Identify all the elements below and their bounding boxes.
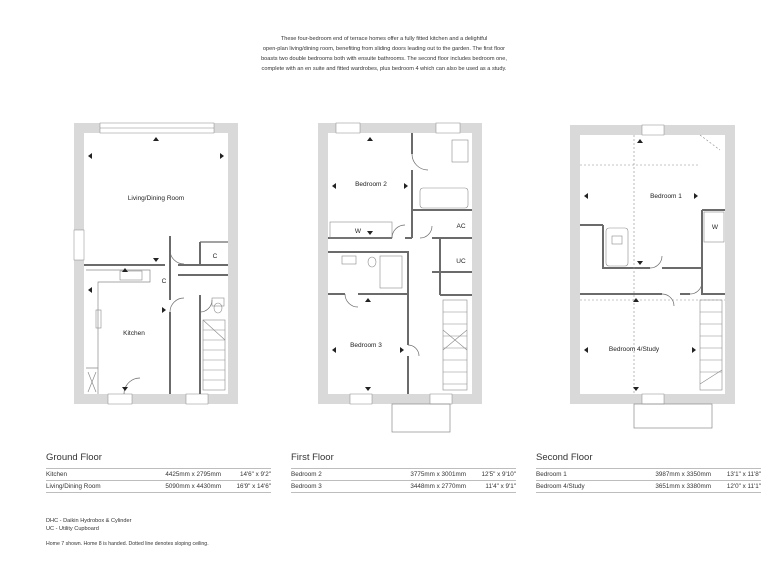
room-label-second-wardrobe: W	[711, 224, 719, 231]
second-outer-wall	[570, 125, 735, 404]
schedule-row	[291, 468, 516, 480]
room-label-bedroom2: Bedroom 2	[355, 181, 387, 188]
footnote: Home 7 shown. Home 8 is handed. Dotted line denotes sloping ceiling.	[46, 541, 209, 547]
schedule-room: Living/Dining Room	[46, 483, 101, 490]
room-label-bedroom3: Bedroom 3	[350, 342, 382, 349]
schedule-title: Second Floor	[536, 452, 593, 463]
schedule-metric: 3775mm x 3001mm	[410, 471, 466, 478]
schedule-imperial: 13'1" x 11'8"	[726, 471, 761, 478]
schedule-imperial: 16'9" x 14'6"	[236, 483, 271, 490]
schedule-title: First Floor	[291, 452, 334, 463]
second-bath	[606, 228, 628, 266]
room-label-kitchen: Kitchen	[123, 330, 145, 337]
schedule-room: Kitchen	[46, 471, 68, 478]
first-window-rear	[336, 123, 360, 133]
room-label-ac: AC	[456, 223, 466, 230]
abbreviation-notes	[46, 517, 132, 533]
second-balcony	[634, 404, 712, 428]
second-window-front	[642, 394, 664, 404]
schedule-room: Bedroom 1	[536, 471, 567, 478]
note-dhc: DHC - Daikin Hydrobox & Cylinder	[46, 518, 132, 524]
room-label-uc: UC	[456, 258, 466, 265]
schedule-metric: 3987mm x 3350mm	[655, 471, 711, 478]
kitchen-sink	[120, 271, 142, 280]
first-window-rear-2	[436, 123, 460, 133]
first-window-front-2	[430, 394, 452, 404]
schedule-imperial: 12'5" x 9'10"	[481, 471, 516, 478]
first-balcony	[392, 404, 450, 432]
first-floor-schedule	[291, 452, 516, 493]
ground-door-swing	[124, 250, 212, 394]
second-door-swing	[650, 256, 702, 306]
ground-window-front-2	[186, 394, 208, 404]
intro-line: boasts two double bedrooms both with ensuite bathrooms. The second floor includes bedroom one,	[261, 56, 507, 62]
note-uc: UC - Utility Cupboard	[46, 526, 99, 532]
first-toilet	[368, 257, 376, 267]
ground-stairs	[203, 320, 225, 390]
schedule-metric: 3651mm x 3380mm	[655, 483, 711, 490]
schedule-metric: 3448mm x 2770mm	[410, 483, 466, 490]
first-partition	[328, 133, 472, 394]
schedule-row	[536, 480, 761, 493]
first-stairs	[443, 300, 467, 390]
intro-line: open-plan living/dining room, benefiting from sliding doors leading out to the garden. The first floor	[262, 46, 506, 52]
second-dimension-marks	[584, 139, 698, 391]
intro-line: These four-bedroom end of terrace homes offer a fully fitted kitchen and a delightful	[280, 36, 488, 42]
sloping-ceiling-line	[580, 135, 725, 394]
schedule-metric: 5090mm x 4430mm	[165, 483, 221, 490]
schedule-imperial: 11'4" x 9'1"	[485, 483, 516, 490]
room-label-bedroom1: Bedroom 1	[650, 193, 682, 200]
first-basin	[342, 256, 356, 264]
first-floor-plan	[318, 123, 482, 432]
room-label-cupboard: C	[212, 253, 218, 260]
first-bath	[420, 188, 468, 208]
room-label-first-wardrobe: W	[354, 228, 362, 235]
ground-window-front	[108, 394, 132, 404]
ground-wc-toilet	[214, 303, 222, 313]
schedule-imperial: 12'0" x 11'1"	[726, 483, 761, 490]
schedule-row	[46, 468, 271, 480]
schedule-imperial: 14'6" x 9'2"	[239, 471, 271, 478]
ground-window-left	[74, 230, 84, 260]
second-window-rear	[642, 125, 664, 135]
ground-wc-basin	[212, 298, 224, 306]
schedule-row	[536, 468, 761, 480]
schedule-metric: 4425mm x 2795mm	[165, 471, 221, 478]
ground-floor-schedule	[46, 452, 271, 493]
second-basin	[612, 236, 622, 244]
schedule-room: Bedroom 2	[291, 471, 322, 478]
second-floor-plan	[570, 125, 735, 428]
schedule-room: Bedroom 4/Study	[536, 483, 585, 490]
room-label-living-dining: Living/Dining Room	[127, 195, 185, 202]
room-label-kitchen-cupboard: C	[161, 278, 167, 285]
schedule-row	[46, 480, 271, 493]
second-floor-schedule	[536, 452, 761, 493]
room-label-bedroom4: Bedroom 4/Study	[608, 346, 660, 353]
schedule-room: Bedroom 3	[291, 483, 322, 490]
first-shower	[452, 140, 468, 162]
ground-floor-plan	[74, 123, 238, 404]
schedule-row	[291, 480, 516, 493]
schedule-title: Ground Floor	[46, 452, 102, 463]
intro-line: complete with an en suite and fitted wardrobes, plus bedroom 4 which can also be used as a study.	[261, 66, 507, 72]
ground-outer-wall	[74, 123, 238, 404]
second-partition	[580, 210, 725, 294]
first-window-front	[350, 394, 372, 404]
second-stairs	[700, 300, 722, 390]
